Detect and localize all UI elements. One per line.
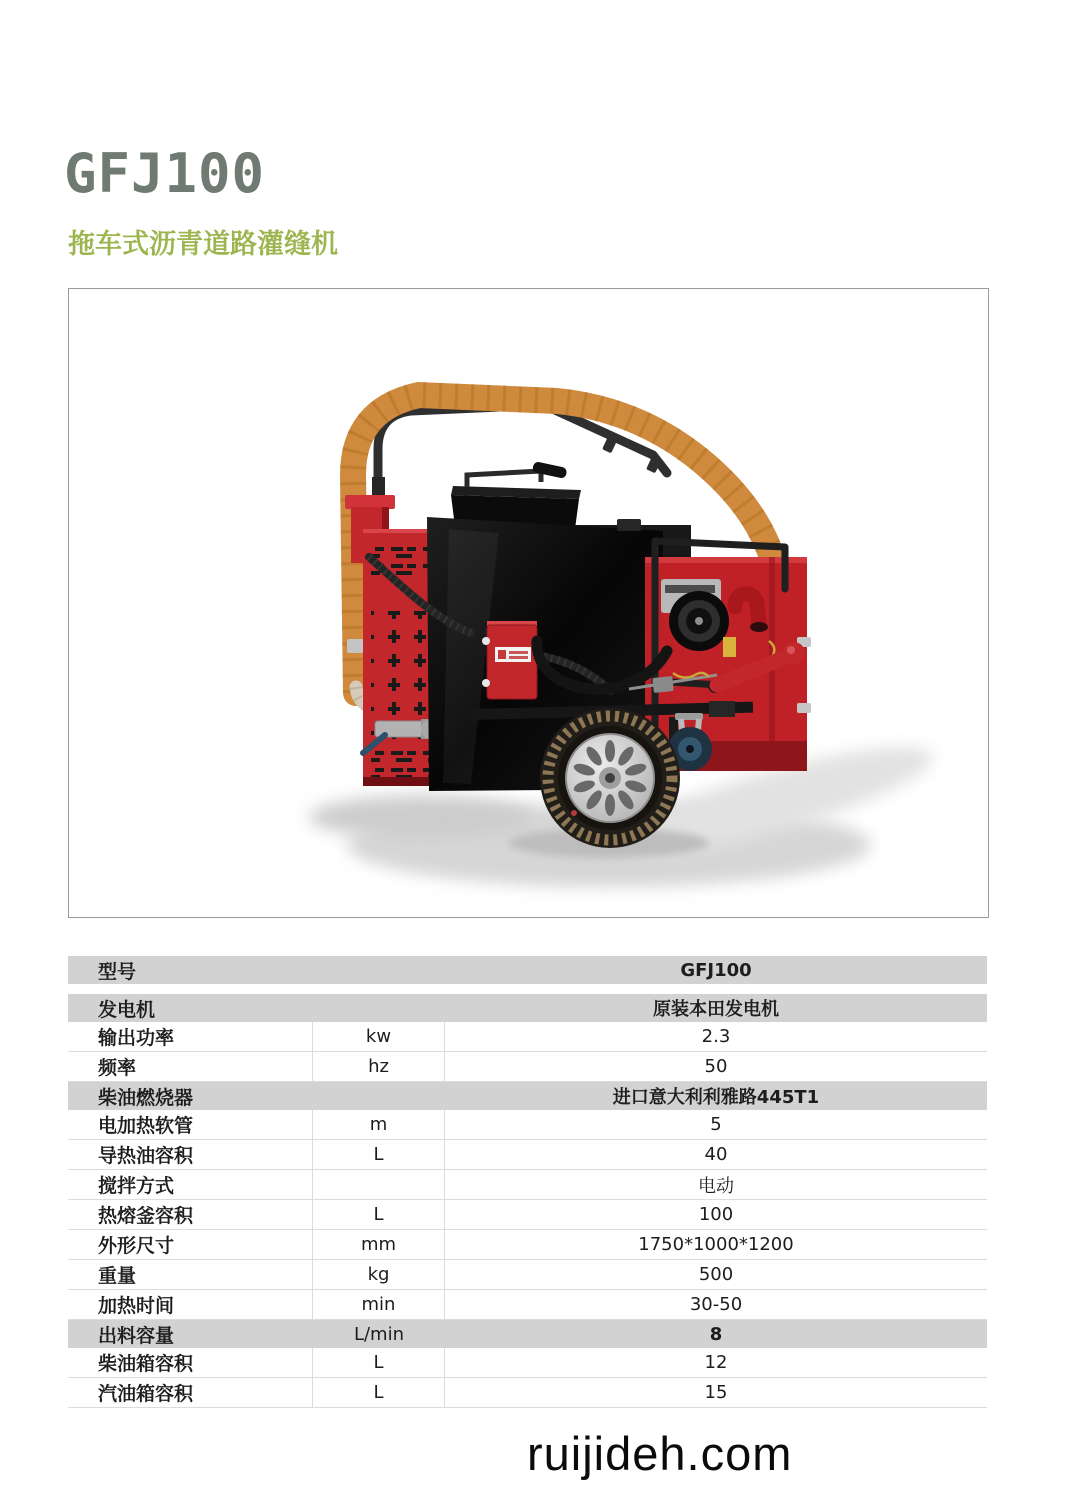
spec-value: 100	[698, 1204, 734, 1225]
spec-unit	[313, 1170, 445, 1199]
spec-value: 8	[709, 1323, 723, 1345]
spec-value: 40	[704, 1144, 728, 1165]
spec-table	[68, 956, 987, 1408]
spec-unit: kw	[313, 1022, 445, 1051]
spec-value: 5	[710, 1114, 722, 1135]
spec-unit	[313, 994, 445, 1022]
spec-value: GFJ100	[680, 959, 752, 981]
spec-label: 出料容量	[98, 1324, 175, 1347]
page-title: GFJ100	[64, 142, 266, 205]
spec-unit: hz	[313, 1052, 445, 1081]
spec-value: 原装本田发电机	[653, 999, 779, 1020]
table-row	[68, 1378, 987, 1408]
spec-label: 外形尺寸	[68, 1230, 313, 1259]
spec-value: 30-50	[689, 1294, 743, 1315]
spec-unit: mm	[313, 1230, 445, 1259]
spec-value: 1750*1000*1200	[638, 1234, 794, 1255]
table-row	[68, 1170, 987, 1200]
spec-label: 加热时间	[68, 1290, 313, 1319]
spec-label: 热熔釜容积	[68, 1200, 313, 1229]
spec-unit: L	[313, 1140, 445, 1169]
table-row	[68, 1260, 987, 1290]
table-row	[68, 1230, 987, 1260]
product-photo-frame	[68, 288, 989, 918]
spec-unit: L/min	[353, 1323, 405, 1345]
spec-label: 搅拌方式	[68, 1170, 313, 1199]
spec-label: 电加热软管	[68, 1110, 313, 1139]
table-row	[68, 1110, 987, 1140]
spec-unit: kg	[313, 1260, 445, 1289]
spec-value: 15	[704, 1382, 728, 1403]
spec-value: 12	[704, 1352, 728, 1373]
table-row	[68, 1200, 987, 1230]
spec-label: 重量	[68, 1260, 313, 1289]
spec-label: 汽油箱容积	[68, 1378, 313, 1407]
spec-label: 输出功率	[68, 1022, 313, 1051]
spec-value: 50	[704, 1056, 728, 1077]
table-row	[68, 1140, 987, 1170]
page-subtitle: 拖车式沥青道路灌缝机	[68, 229, 338, 260]
spec-label: 导热油容积	[68, 1140, 313, 1169]
spec-unit	[313, 1082, 445, 1110]
table-row	[68, 1348, 987, 1378]
table-row	[68, 1022, 987, 1052]
spec-unit: L	[313, 1200, 445, 1229]
table-row	[68, 1290, 987, 1320]
spec-value: 2.3	[701, 1026, 731, 1047]
spec-label: 柴油箱容积	[68, 1348, 313, 1377]
table-row	[68, 994, 987, 1022]
spec-value: 电动	[698, 1175, 734, 1197]
watermark: ruijideh.com	[527, 1427, 793, 1480]
main-wheel	[540, 708, 680, 848]
spec-label: 型号	[98, 960, 137, 983]
spec-label: 柴油燃烧器	[98, 1086, 194, 1109]
spec-unit: m	[313, 1110, 445, 1139]
table-row	[68, 956, 987, 984]
spec-label: 频率	[68, 1052, 313, 1081]
spec-unit: min	[313, 1290, 445, 1319]
spec-unit: L	[313, 1378, 445, 1407]
table-row	[68, 1082, 987, 1110]
spec-unit: L	[313, 1348, 445, 1377]
spec-value: 进口意大利利雅路445T1	[612, 1087, 820, 1108]
spec-value: 500	[698, 1264, 734, 1285]
spec-unit	[313, 956, 445, 984]
table-row	[68, 1052, 987, 1082]
machine-illustration	[69, 289, 988, 917]
spec-label: 发电机	[98, 998, 156, 1021]
table-row	[68, 1320, 987, 1348]
